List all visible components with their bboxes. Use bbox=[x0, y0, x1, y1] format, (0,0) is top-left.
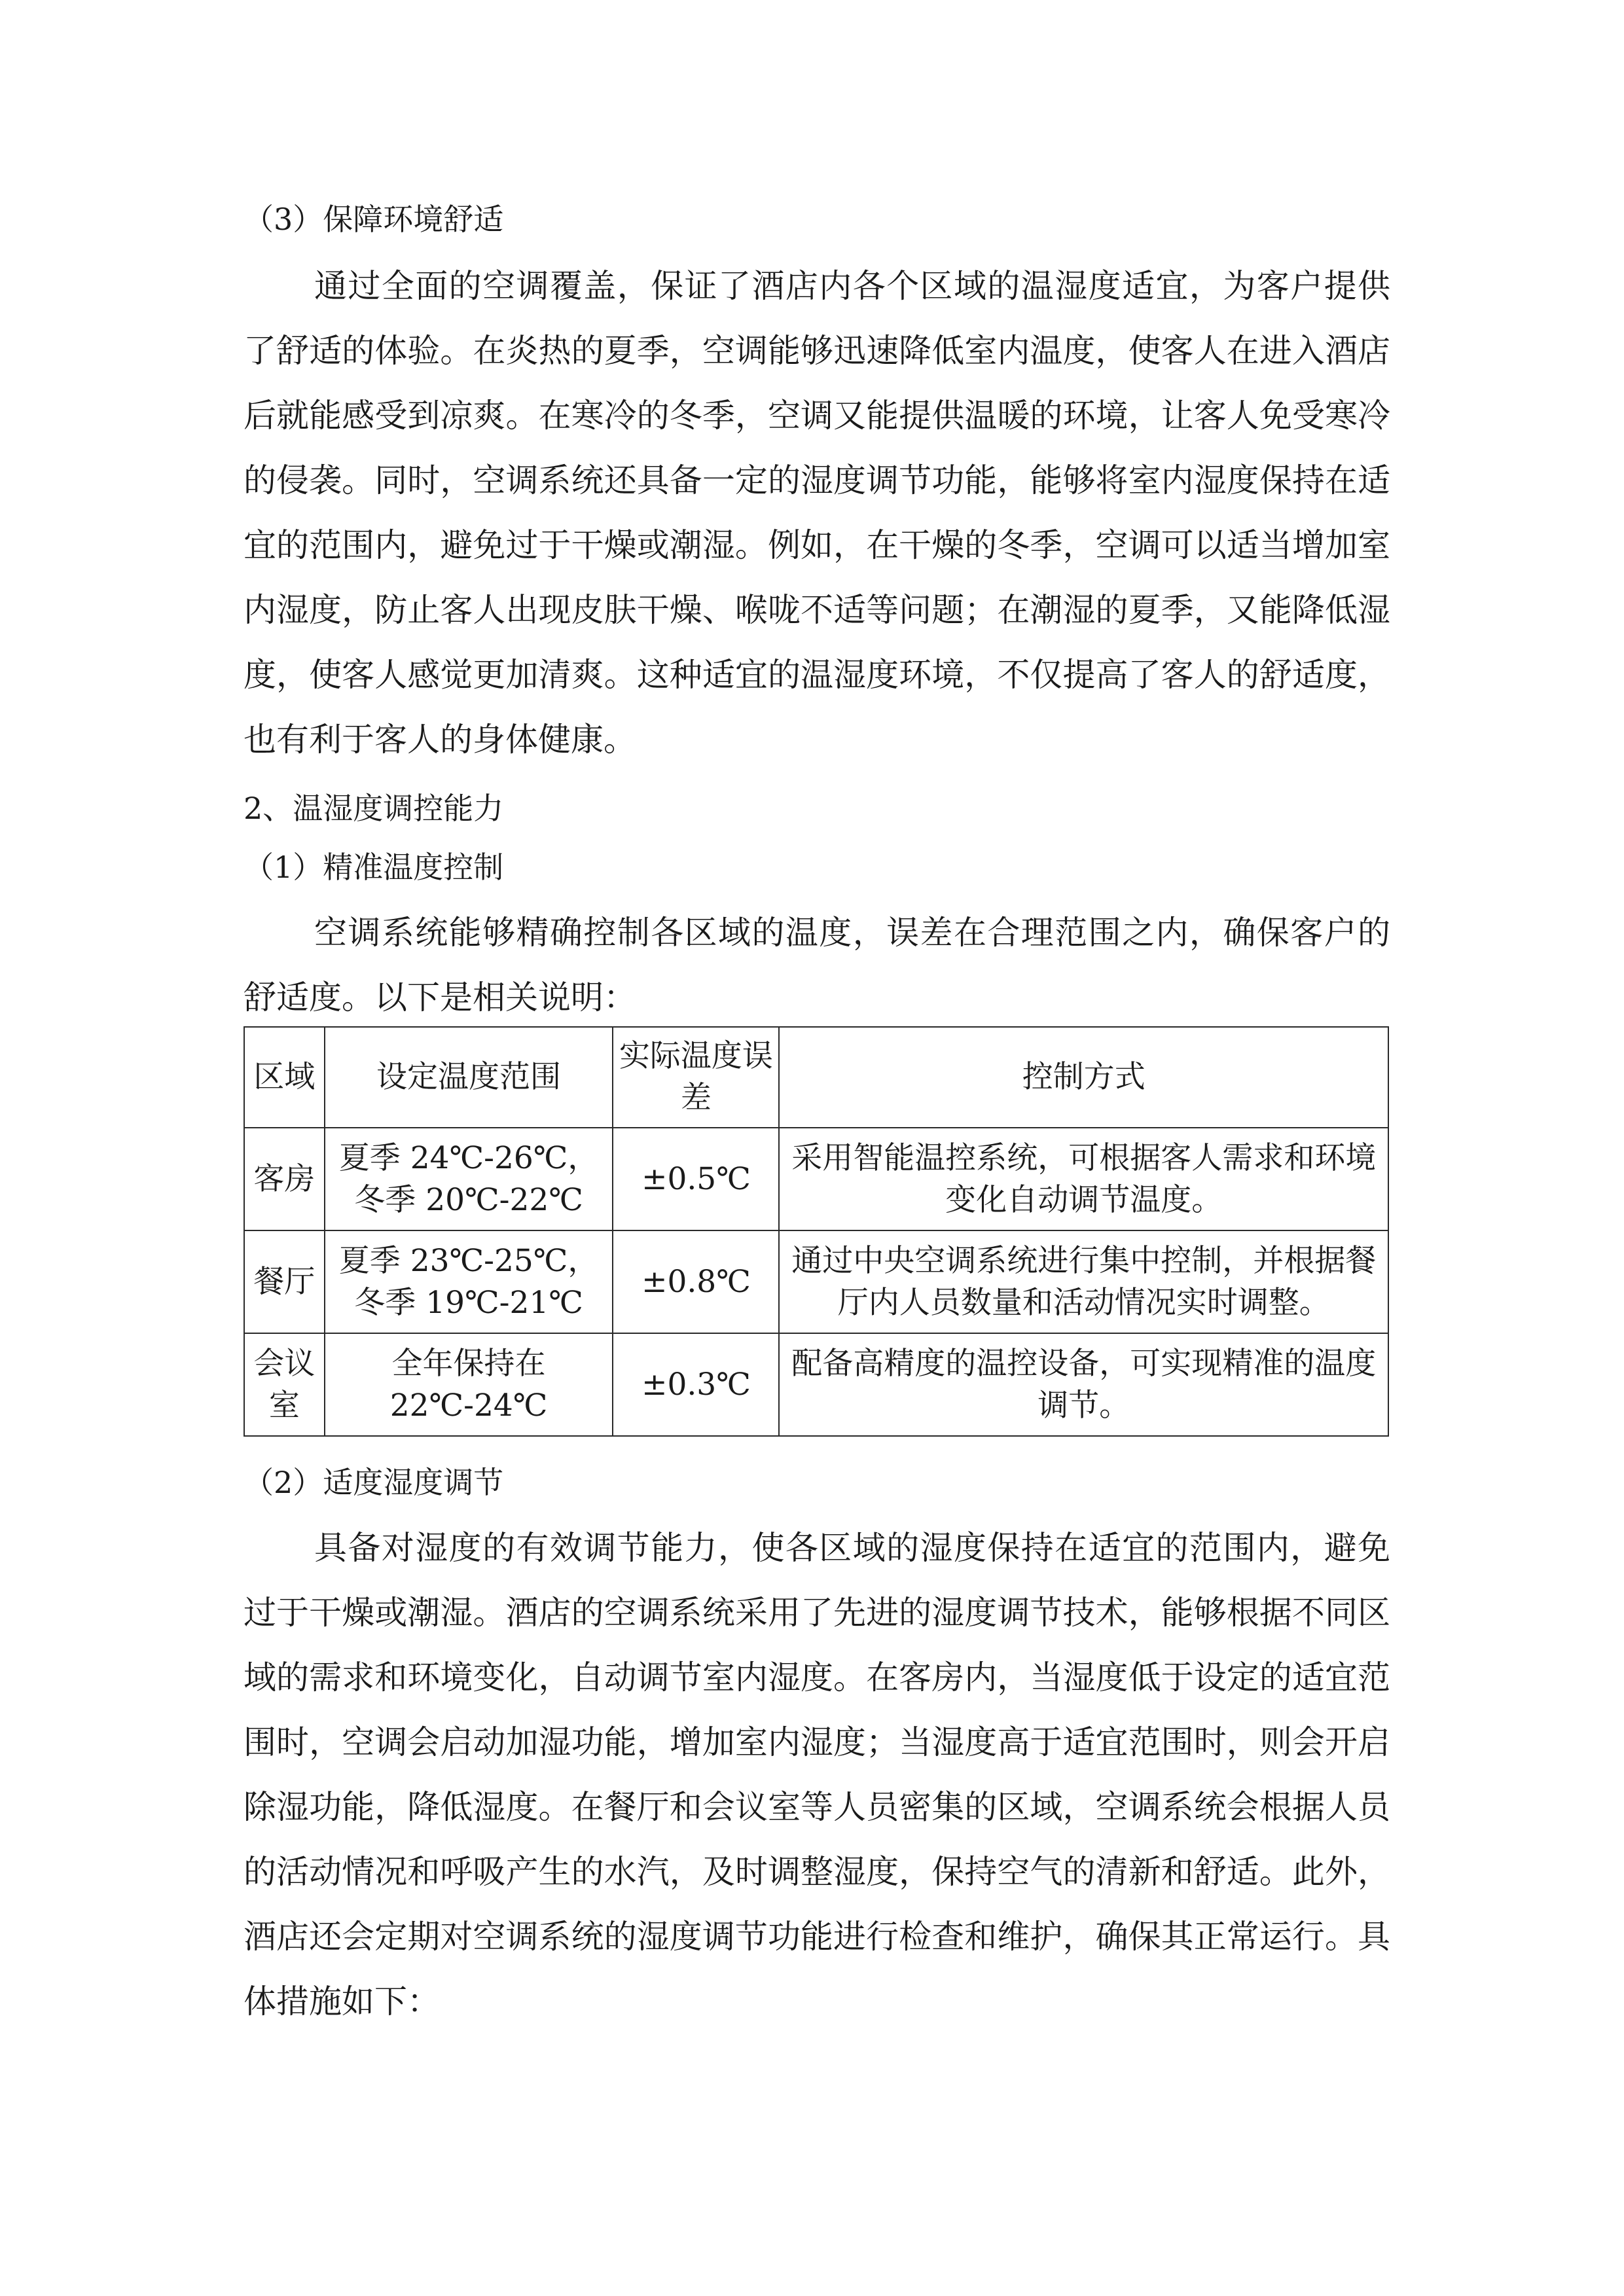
heading-precise-temperature: （1）精准温度控制 bbox=[244, 850, 504, 885]
table-header-cell: 设定温度范围 bbox=[325, 1027, 613, 1128]
table-cell: 全年保持在 22℃-24℃ bbox=[325, 1333, 613, 1436]
table-row bbox=[244, 1128, 1388, 1230]
paragraph-precise-temperature: 空调系统能够精确控制各区域的温度，误差在合理范围之内，确保客户的舒适度。以下是相关说明： bbox=[244, 914, 1390, 1016]
table-cell: 会议室 bbox=[244, 1333, 325, 1436]
table-cell: 餐厅 bbox=[244, 1230, 325, 1333]
table-cell: ±0.3℃ bbox=[613, 1333, 779, 1436]
table-cell: ±0.5℃ bbox=[613, 1128, 779, 1230]
paragraph-humidity: 具备对湿度的有效调节能力，使各区域的湿度保持在适宜的范围内，避免过于干燥或潮湿。酒店的空调系统采用了先进的湿度调节技术，能够根据不同区域的需求和环境变化，自动调节室内湿度。在客房内，当湿度低于设定的适宜范围时，空调会启动加湿功能，增加室内湿度；当湿度高于适宜范围时，则会开启除湿功能，降低湿度。在餐厅和会议室等人员密集的区域，空调系统会根据人员的活动情况和呼吸产生的水汽，及时调整湿度，保持空气的清新和舒适。此外，酒店还会定期对空调系统的湿度调节功能进行检查和维护，确保其正常运行。具体措施如下： bbox=[244, 1529, 1390, 2020]
table-header-row bbox=[244, 1027, 1388, 1128]
table-header-cell: 区域 bbox=[244, 1027, 325, 1128]
table-row bbox=[244, 1333, 1388, 1436]
table-cell: 采用智能温控系统，可根据客人需求和环境变化自动调节温度。 bbox=[779, 1128, 1388, 1230]
table-header-cell: 实际温度误差 bbox=[613, 1027, 779, 1128]
table-cell: 夏季 24℃-26℃，冬季 20℃-22℃ bbox=[325, 1128, 613, 1230]
heading-humidity: （2）适度湿度调节 bbox=[244, 1465, 504, 1500]
table-row bbox=[244, 1230, 1388, 1333]
heading-comfort: （3）保障环境舒适 bbox=[244, 202, 504, 237]
table-cell: 夏季 23℃-25℃，冬季 19℃-21℃ bbox=[325, 1230, 613, 1333]
table-header-cell: 控制方式 bbox=[779, 1027, 1388, 1128]
heading-capability: 2、温湿度调控能力 bbox=[244, 791, 504, 826]
table-cell: 客房 bbox=[244, 1128, 325, 1230]
table-cell: 通过中央空调系统进行集中控制，并根据餐厅内人员数量和活动情况实时调整。 bbox=[779, 1230, 1388, 1333]
table-cell: ±0.8℃ bbox=[613, 1230, 779, 1333]
temperature-control-table bbox=[244, 1026, 1389, 1437]
paragraph-comfort: 通过全面的空调覆盖，保证了酒店内各个区域的温湿度适宜，为客户提供了舒适的体验。在炎热的夏季，空调能够迅速降低室内温度，使客人在进入酒店后就能感受到凉爽。在寒冷的冬季，空调又能提供温暖的环境，让客人免受寒冷的侵袭。同时，空调系统还具备一定的湿度调节功能，能够将室内湿度保持在适宜的范围内，避免过于干燥或潮湿。例如，在干燥的冬季，空调可以适当增加室内湿度，防止客人出现皮肤干燥、喉咙不适等问题；在潮湿的夏季，又能降低湿度，使客人感觉更加清爽。这种适宜的温湿度环境，不仅提高了客人的舒适度，也有利于客人的身体健康。 bbox=[244, 267, 1390, 759]
table-cell: 配备高精度的温控设备，可实现精准的温度调节。 bbox=[779, 1333, 1388, 1436]
